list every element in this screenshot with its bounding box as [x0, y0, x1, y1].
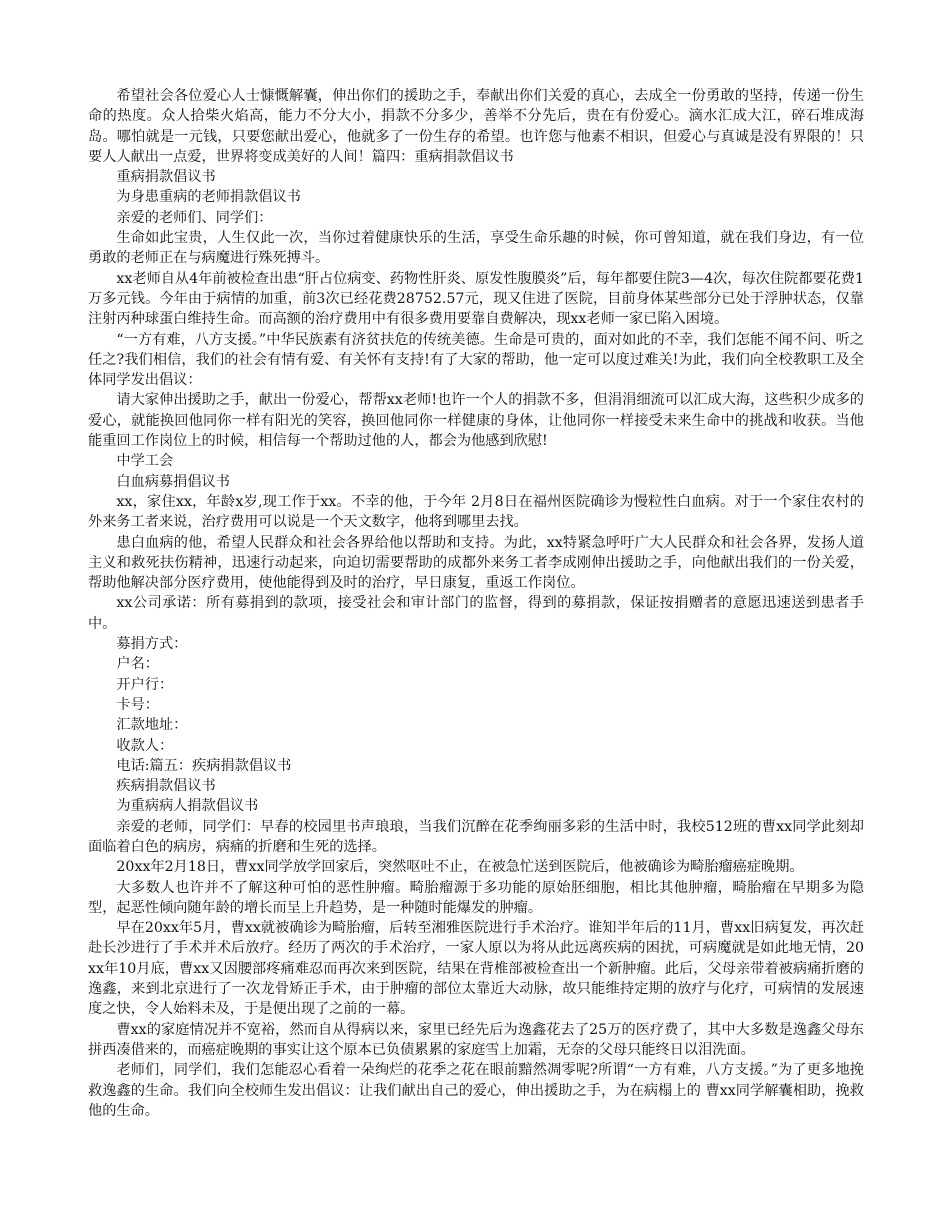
- section-subtitle: 为重病病人捐款倡议书: [116, 798, 259, 815]
- donation-method-label: 募捐方式：: [116, 636, 188, 653]
- section-title: 白血病募捐倡议书: [116, 473, 230, 490]
- paragraph: xx老师自从4年前被检查出患“肝占位病变、药物性肝炎、原发性腹膜炎”后，每年都要住院3—4次，每次住院都要花费1万多元钱。今年由于病情的加重，前3次已经花费28752.57元，现又住进了医院，目前身体某些部分已处于浮肿状态，仅靠注射丙种球蛋白维持生命。而高额的治疗费用中有很多费用要靠自费解决，现xx老师一家已陷入困境。: [88, 270, 865, 328]
- payee-label: 收款人：: [116, 737, 174, 754]
- paragraph: 请大家伸出援助之手，献出一份爱心，帮帮xx老师!也许一个人的捐款不多，但涓涓细流可以汇成大海，这些积少成多的爱心，就能换回他同你一样有阳光的笑容，换回他同你一样健康的身体，让他同你一样接受未来生命中的挑战和收获。当他能重回工作岗位上的时候，相信每一个帮助过他的人，都会为他感到欣慰!: [88, 392, 864, 450]
- salutation: 亲爱的老师们、同学们：: [116, 209, 273, 226]
- paragraph: 亲爱的老师，同学们：早春的校园里书声琅琅，当我们沉醉在花季绚丽多彩的生活中时，我校512班的曹xx同学此刻却面临着白色的病房，病痛的折磨和生死的选择。: [88, 818, 864, 855]
- section-subtitle: 为身患重病的老师捐款倡议书: [116, 189, 301, 206]
- paragraph: xx，家住xx，年龄x岁,现工作于xx。不幸的他，于今年 2月8日在福州医院确诊为慢粒性白血病。对于一个家住农村的外来务工者来说，治疗费用可以说是一个天文数字，他将到哪里去找。: [88, 493, 864, 531]
- paragraph: 20xx年2月18日，曹xx同学放学回家后，突然呕吐不止，在被急忙送到医院后，他被确诊为畸胎瘤癌症晚期。: [116, 859, 804, 876]
- paragraph: 患白血病的他，希望人民群众和社会各界给他以帮助和支持。为此，xx特紧急呼吁广大人民群众和社会各界，发扬人道主义和救死扶伤精神，迅速行动起来，向迫切需要帮助的成都外来务工者李成刚伸出援助之手，向他献出我们的一份关爱，帮助他解决部分医疗费用，使他能得到及时的治疗，早日康复，重返工作岗位。: [88, 534, 864, 592]
- section-title: 重病捐款倡议书: [116, 169, 216, 186]
- card-number-label: 卡号：: [116, 696, 159, 713]
- paragraph: 大多数人也许并不了解这种可怕的恶性肿瘤。畸胎瘤源于多功能的原始胚细胞，相比其他肿瘤，畸胎瘤在早期多为隐型，起恶性倾向随年龄的增长而呈上升趋势，是一种随时能爆发的肿瘤。: [88, 879, 864, 916]
- paragraph: 老师们，同学们，我们怎能忍心看着一朵绚烂的花季之花在眼前黯然凋零呢?所谓“一方有难，八方支援。”为了更多地挽救逸鑫的生命。我们向全校师生发出倡议：让我们献出自己的爱心，伸出援助之手，为在病榻上的 曹xx同学解囊相助，挽救他的生命。: [88, 1062, 864, 1119]
- bank-label: 开户行：: [116, 676, 174, 693]
- section-title: 疾病捐款倡议书: [116, 778, 216, 795]
- paragraph: 曹xx的家庭情况并不宽裕，然而自从得病以来，家里已经先后为逸鑫花去了25万的医疗费了，其中大多数是逸鑫父母东拼西凑借来的，而癌症晚期的事实让这个原本已负债累累的家庭雪上加霜，无奈的父母只能终日以泪洗面。: [88, 1021, 864, 1058]
- phone-label: 电话:篇五：疾病捐款倡议书: [116, 757, 292, 774]
- paragraph: “一方有难，八方支援。”中华民族素有济贫扶危的传统美德。生命是可贵的，面对如此的不幸，我们怎能不闻不问、听之任之?我们相信，我们的社会有情有爱、有关怀有支持!有了大家的帮助，他一定可以度过难关!为此，我们向全校教职工及全体同学发出倡议：: [88, 331, 864, 389]
- signature: 中学工会: [116, 453, 174, 470]
- account-name-label: 户名：: [116, 656, 159, 673]
- paragraph: xx公司承诺：所有募捐到的款项，接受社会和审计部门的监督，得到的募捐款，保证按捐赠者的意愿迅速送到患者手中。: [88, 595, 864, 632]
- remit-address-label: 汇款地址：: [116, 717, 188, 734]
- paragraph: 生命如此宝贵，人生仅此一次，当你过着健康快乐的生活，享受生命乐趣的时候，你可曾知道，就在我们身边，有一位勇敢的老师正在与病魔进行殊死搏斗。: [88, 230, 864, 267]
- paragraph: 早在20xx年5月，曹xx就被确诊为畸胎瘤，后转至湘雅医院进行手术治疗。谁知半年后的11月，曹xx旧病复发，再次赶赴长沙进行了手术并术后放疗。经历了两次的手术治疗，一家人原以为将从此远离疾病的困扰，可病魔就是如此地无情，20xx年10月底，曹xx又因腰部疼痛难忍而再次来到医院，结果在背椎部被检查出一个新肿瘤。此后，父母亲带着被病痛折磨的逸鑫，来到北京进行了一次龙骨矫正手术，由于肿瘤的部位太靠近大动脉，故只能维持定期的放疗与化疗，可病情的发展速度之快，令人始料未及，于是便出现了之前的一幕。: [88, 920, 864, 1018]
- paragraph: 希望社会各位爱心人士慷慨解囊，伸出你们的援助之手，奉献出你们关爱的真心，去成全一份勇敢的坚持，传递一份生命的热度。众人拾柴火焰高，能力不分大小，捐款不分多少，善举不分先后，贵在有份爱心。滴水汇成大江，碎石堆成海岛。哪怕就是一元钱，只要您献出爱心，他就多了一份生存的希望。也许您与他素不相识，但爱心与真诚是没有界限的！只要人人献出一点爱，世界将变成美好的人间！篇四：重病捐款倡议书: [88, 88, 864, 165]
- document-body: [88, 86, 864, 1121]
